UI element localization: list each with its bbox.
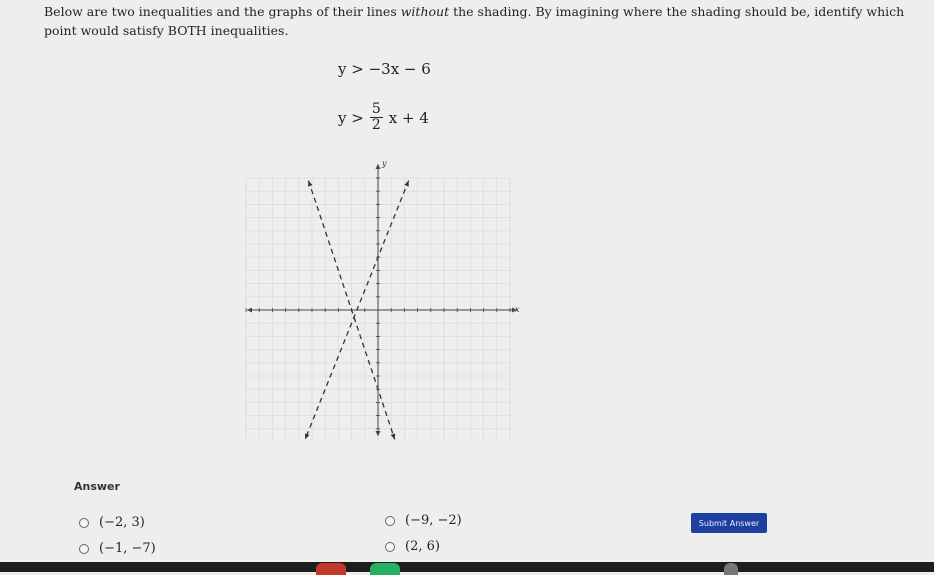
- question-emphasis: without: [400, 4, 450, 19]
- submit-answer-button[interactable]: Submit Answer: [691, 513, 767, 533]
- radio-circle-icon[interactable]: [385, 542, 395, 552]
- inequality-1: [338, 60, 431, 78]
- choice-option-4[interactable]: [385, 539, 440, 554]
- taskbar: [0, 562, 934, 572]
- choice-label: (2, 6): [405, 539, 440, 554]
- choice-label: (−1, −7): [99, 541, 156, 556]
- inequality-2-rhs: x + 4: [388, 108, 429, 127]
- x-axis-label: x: [515, 305, 520, 314]
- line-arrowhead: [404, 181, 408, 187]
- fraction-denominator: 2: [371, 117, 381, 133]
- choice-option-2[interactable]: [385, 513, 462, 528]
- line-arrowhead: [305, 433, 309, 439]
- y-axis-arrow: [376, 164, 381, 169]
- fraction-numerator: 5: [371, 101, 381, 117]
- radio-circle-icon[interactable]: [385, 516, 395, 526]
- radio-circle-icon[interactable]: [79, 544, 89, 554]
- tray-icon[interactable]: [724, 563, 738, 575]
- choice-label: (−9, −2): [405, 513, 462, 528]
- coordinate-graph: [243, 158, 523, 440]
- question-text-end: the shading. By imagining where the shading should be, identify which point would satisfy BOTH inequalities.: [44, 4, 905, 38]
- radio-circle-icon[interactable]: [79, 518, 89, 528]
- inequality-2-fraction: [370, 102, 383, 133]
- answer-label: Answer: [74, 480, 120, 493]
- choice-option-3[interactable]: [79, 541, 156, 556]
- choice-label: (−2, 3): [99, 515, 145, 530]
- inequality-2: [338, 102, 429, 133]
- browser-taskbar-icon[interactable]: [316, 563, 346, 575]
- y-axis-arrow: [376, 431, 381, 436]
- x-axis-arrow: [247, 308, 252, 313]
- question-text-start: Below are two inequalities and the graphs of their lines: [44, 4, 401, 19]
- inequality-2-lhs: y >: [338, 108, 364, 127]
- app-taskbar-icon[interactable]: [370, 563, 400, 575]
- question-text: [44, 2, 914, 40]
- inequality-1-text: y > −3x − 6: [338, 60, 431, 78]
- y-axis-label: y: [382, 159, 387, 168]
- choice-option-1[interactable]: [79, 515, 145, 530]
